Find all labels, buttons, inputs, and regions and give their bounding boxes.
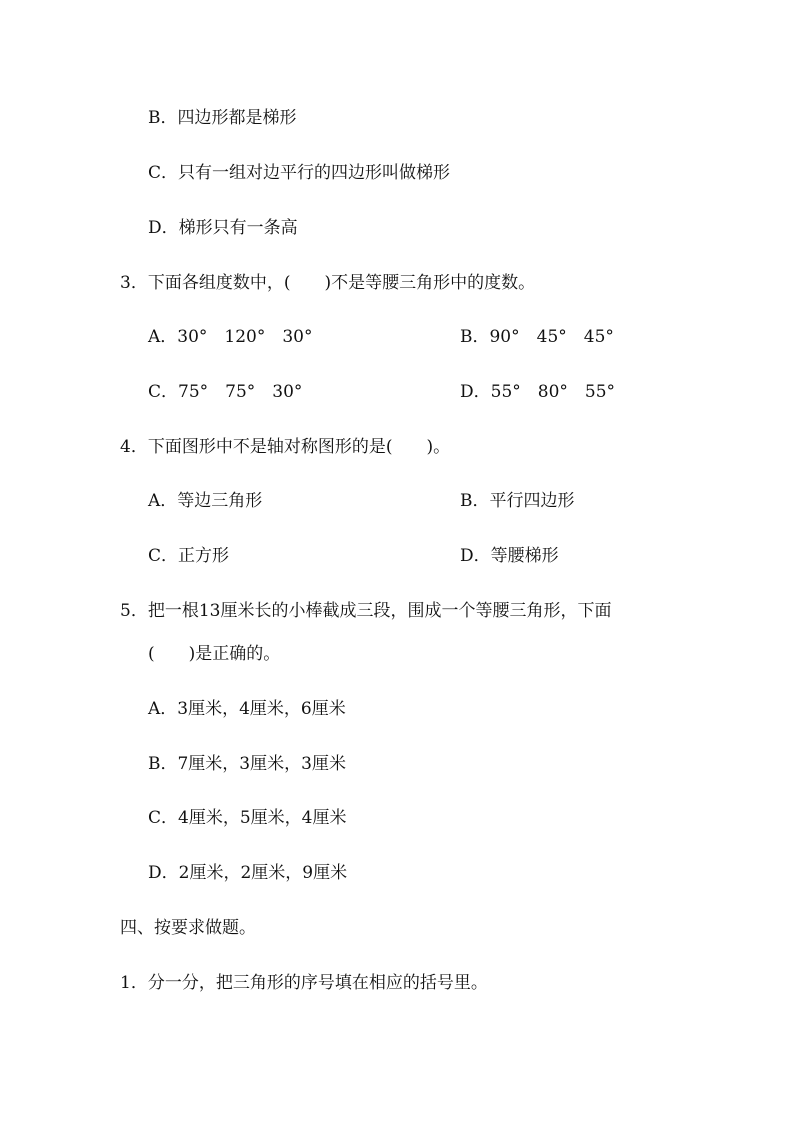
q3-option-d: D．55° 80° 55° — [460, 382, 616, 402]
q2-option-c: C．只有一组对边平行的四边形叫做梯形 — [148, 163, 451, 183]
q3-option-c: C．75° 75° 30° — [148, 382, 303, 402]
q3-stem: 3．下面各组度数中，( )不是等腰三角形中的度数。 — [120, 273, 536, 293]
q5-option-a: A．3厘米，4厘米，6厘米 — [148, 699, 346, 719]
section4-q1-stem: 1．分一分，把三角形的序号填在相应的括号里。 — [120, 973, 488, 993]
q2-option-d: D．梯形只有一条高 — [148, 218, 298, 238]
q4-stem: 4．下面图形中不是轴对称图形的是( )。 — [120, 437, 451, 457]
q4-option-d: D．等腰梯形 — [460, 546, 559, 566]
q4-option-a: A．等边三角形 — [148, 491, 263, 511]
q5-option-c: C．4厘米，5厘米，4厘米 — [148, 808, 347, 828]
q5-stem-line2: ( )是正确的。 — [148, 644, 281, 664]
q5-stem-line1: 5．把一根13厘米长的小棒截成三段，围成一个等腰三角形，下面 — [120, 601, 612, 621]
q2-option-b: B．四边形都是梯形 — [148, 108, 297, 128]
section-heading: 四、按要求做题。 — [120, 918, 256, 938]
q5-option-d: D．2厘米，2厘米，9厘米 — [148, 863, 348, 883]
q3-option-b: B．90° 45° 45° — [460, 327, 614, 347]
q4-option-b: B．平行四边形 — [460, 491, 575, 511]
q3-option-a: A．30° 120° 30° — [148, 327, 313, 347]
q5-option-b: B．7厘米，3厘米，3厘米 — [148, 754, 346, 774]
q4-option-c: C．正方形 — [148, 546, 230, 566]
